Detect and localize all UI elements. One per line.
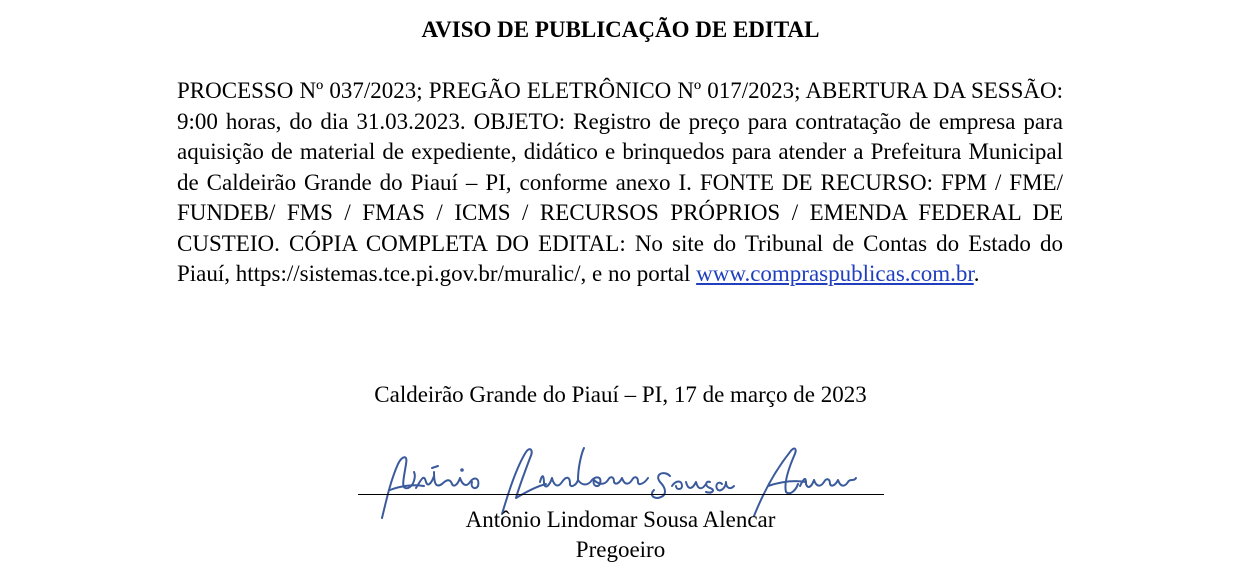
signer-name: Antônio Lindomar Sousa Alencar — [465, 507, 776, 532]
portal-link[interactable]: www.compraspublicas.com.br — [696, 261, 974, 286]
notice-body-end: . — [973, 261, 980, 286]
place-date: Caldeirão Grande do Piauí – PI, 17 de março de 2023 — [374, 382, 867, 407]
notice-body-text: PROCESSO Nº 037/2023; PREGÃO ELETRÔNICO Nº 017/2023; ABERTURA DA SESSÃO: 9:00 horas, do dia 31.03.2023. OBJETO: Registro de preço para contratação de empresa para aquisição de material de expediente, didático e brinquedos para atender a Prefeitura Municipal de Caldeirão Grande do Piauí – PI, conforme anexo I. FONTE DE RECURSO: FPM / FME/ FUNDEB/ FMS / FMAS / ICMS / RECURSOS PRÓPRIOS / EMENDA FEDERAL DE CUSTEIO. CÓPIA COMPLETA DO EDITAL: No site do Tribunal de Contas do Estado do Piauí, https://sistemas.tce.pi.gov.br/muralic/, e no portal — [177, 78, 1063, 286]
signer-role: Pregoeiro — [575, 537, 666, 562]
document-title: AVISO DE PUBLICAÇÃO DE EDITAL — [421, 17, 820, 42]
notice-body — [177, 76, 1063, 290]
signature-line — [358, 494, 884, 495]
